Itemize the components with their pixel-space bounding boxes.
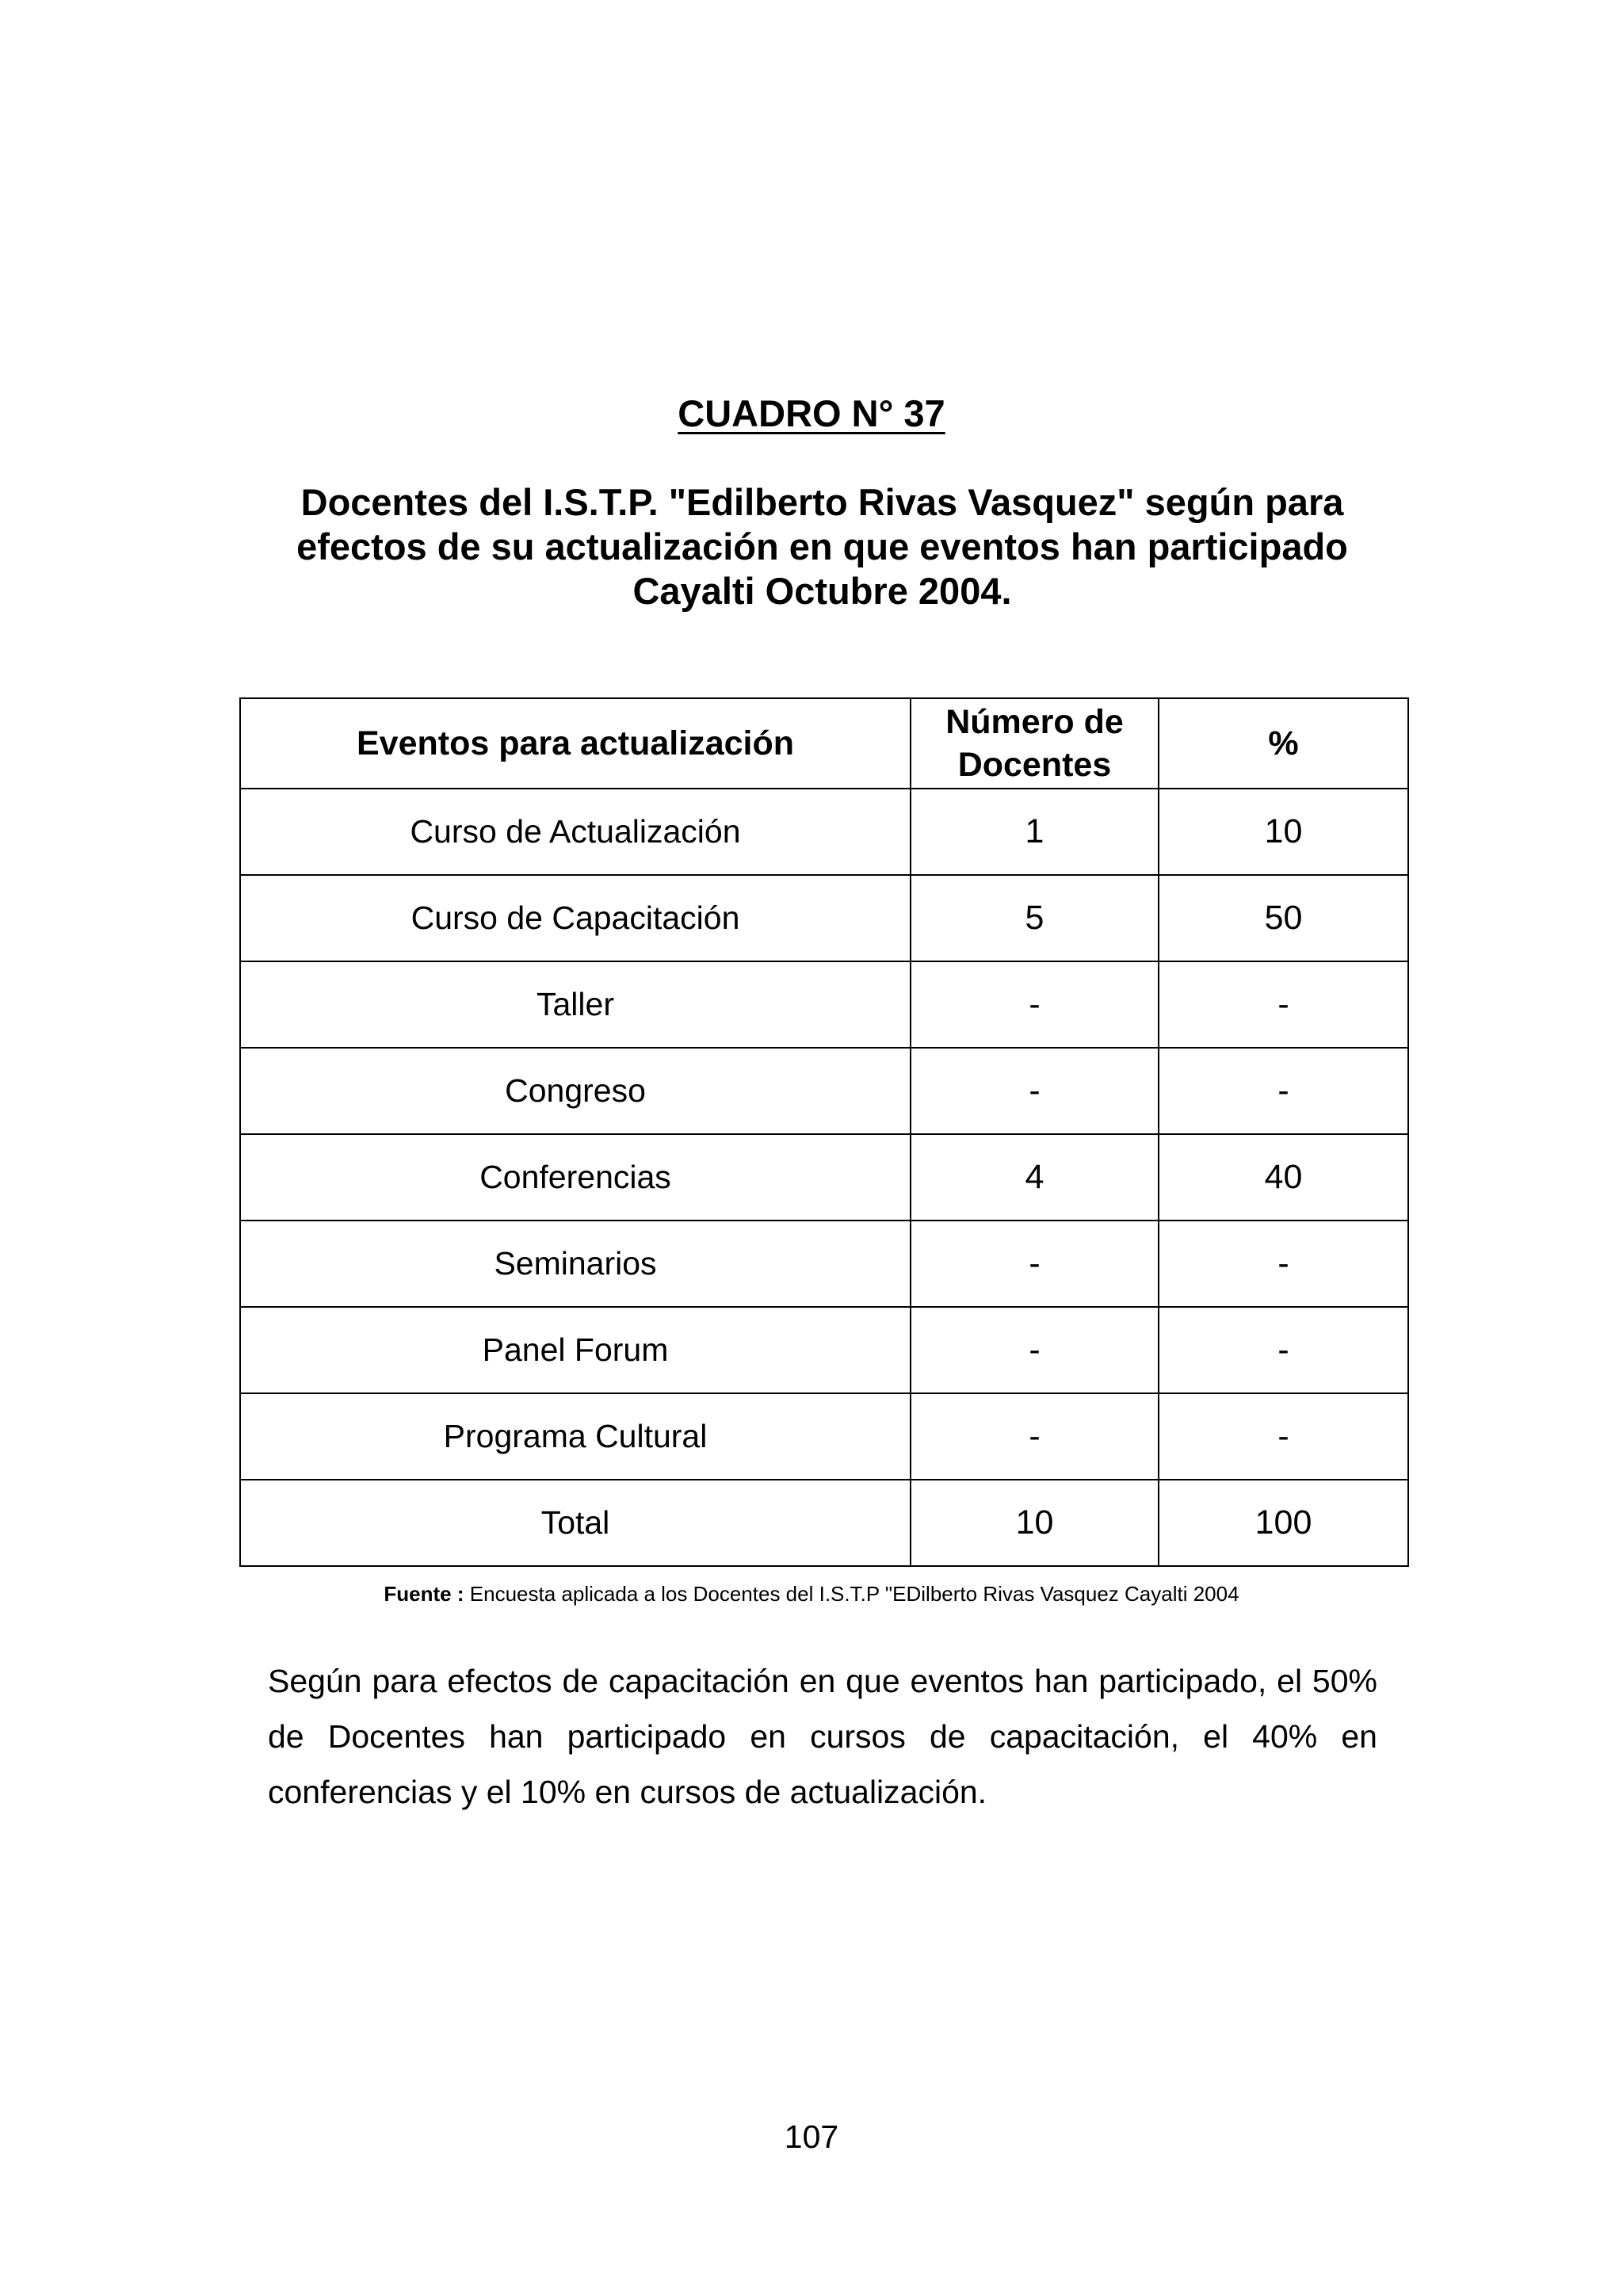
- table-subtitle: [238, 480, 1407, 613]
- cell-evento: Curso de Actualización: [240, 789, 911, 875]
- cell-numero: 4: [911, 1134, 1159, 1221]
- page-number: 107: [784, 2118, 839, 2155]
- cell-porcentaje: -: [1159, 961, 1408, 1048]
- cell-porcentaje: -: [1159, 1048, 1408, 1134]
- analysis-paragraph: Según para efectos de capacitación en que eventos han participado, el 50% de Docentes han participado en cursos de capacitación, el 40% en conferencias y el 10% en cursos de actualización.: [268, 1663, 1377, 1810]
- table-row: [240, 875, 1408, 961]
- subtitle-line-1: Docentes del I.S.T.P. "Edilberto Rivas Vasquez" según para: [300, 481, 1344, 523]
- cell-numero: -: [911, 1307, 1159, 1393]
- cell-numero: 1: [911, 789, 1159, 875]
- header-eventos: Eventos para actualización: [240, 698, 911, 789]
- cuadro-title: [0, 392, 1623, 436]
- cell-porcentaje: 50: [1159, 875, 1408, 961]
- source-text: Encuesta aplicada a los Docentes del I.S.T.P "EDilberto Rivas Vasquez Cayalti 2004: [469, 1582, 1239, 1606]
- cell-numero: 5: [911, 875, 1159, 961]
- cell-evento: Conferencias: [240, 1134, 911, 1221]
- subtitle-line-3: Cayalti Octubre 2004.: [632, 570, 1012, 612]
- header-numero-line-2: Docentes: [957, 746, 1112, 784]
- table-row: [240, 1134, 1408, 1221]
- header-numero-docentes: [911, 698, 1159, 789]
- cuadro-title-text: CUADRO N° 37: [678, 392, 945, 434]
- cell-porcentaje: -: [1159, 1307, 1408, 1393]
- table-row: [240, 1393, 1408, 1480]
- cell-numero: -: [911, 961, 1159, 1048]
- table-row: [240, 1221, 1408, 1307]
- cell-numero: -: [911, 1048, 1159, 1134]
- events-table: [239, 697, 1409, 1567]
- cell-evento: Taller: [240, 961, 911, 1048]
- table-row: [240, 961, 1408, 1048]
- cell-numero: -: [911, 1393, 1159, 1480]
- cell-porcentaje: 10: [1159, 789, 1408, 875]
- cell-porcentaje: -: [1159, 1221, 1408, 1307]
- cell-evento: Seminarios: [240, 1221, 911, 1307]
- table-total-row: [240, 1480, 1408, 1566]
- cell-evento: Curso de Capacitación: [240, 875, 911, 961]
- cell-evento: Panel Forum: [240, 1307, 911, 1393]
- header-numero-line-1: Número de: [945, 703, 1124, 741]
- cell-numero: -: [911, 1221, 1159, 1307]
- subtitle-line-2: efectos de su actualización en que eventos han participado: [296, 525, 1348, 567]
- cell-porcentaje: 40: [1159, 1134, 1408, 1221]
- source-note: [0, 1582, 1623, 1606]
- cell-evento: Congreso: [240, 1048, 911, 1134]
- cell-total-label: Total: [240, 1480, 911, 1566]
- source-label: Fuente :: [384, 1582, 464, 1606]
- table-row: [240, 789, 1408, 875]
- cell-porcentaje: -: [1159, 1393, 1408, 1480]
- cell-evento: Programa Cultural: [240, 1393, 911, 1480]
- cell-total-numero: 10: [911, 1480, 1159, 1566]
- table-row: [240, 1048, 1408, 1134]
- table-header-row: [240, 698, 1408, 789]
- table-row: [240, 1307, 1408, 1393]
- cell-total-porcentaje: 100: [1159, 1480, 1408, 1566]
- header-porcentaje: %: [1159, 698, 1408, 789]
